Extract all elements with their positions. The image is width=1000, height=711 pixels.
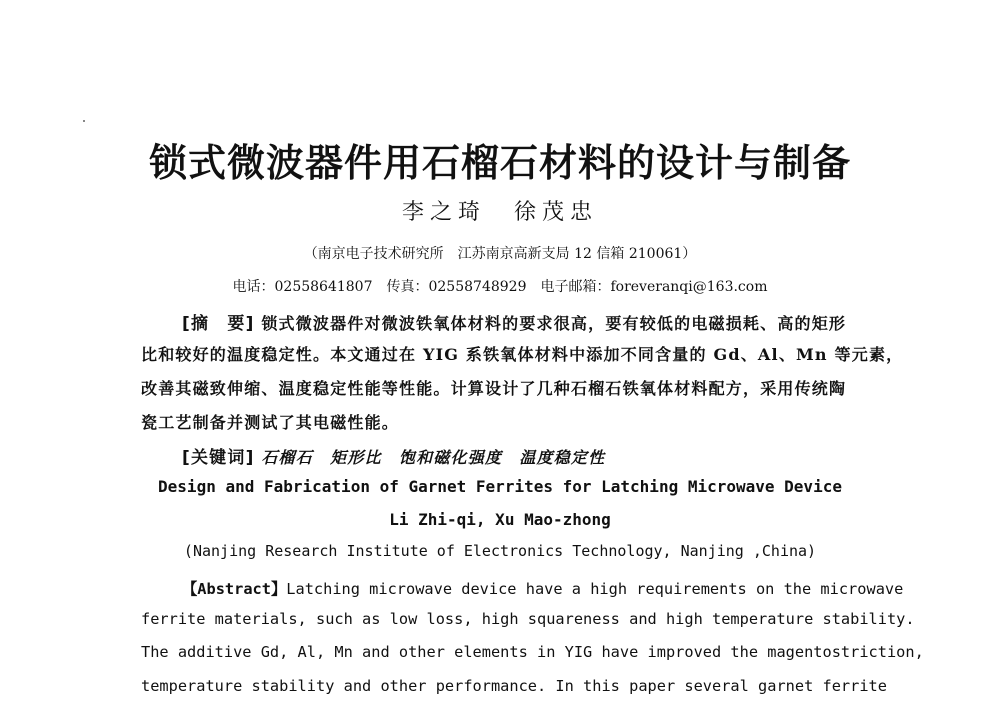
authors-en: Li Zhi-qi, Xu Mao-zhong xyxy=(389,510,611,529)
scan-dot xyxy=(83,120,85,122)
keywords-zh-label: [关键词] xyxy=(182,448,255,468)
paper-title-en: Design and Fabrication of Garnet Ferrites for Latching Microwave Device xyxy=(158,477,842,496)
abstract-zh-label: [摘 要] xyxy=(182,314,255,334)
abstract-zh-line-3: 改善其磁致伸缩、温度稳定性能等性能。计算设计了几种石榴石铁氧体材料配方，采用传统陶 xyxy=(141,379,847,398)
abstract-en-text: Latching microwave device have a high requirements on the microwave xyxy=(286,580,904,598)
affiliation-zh: （南京电子技术研究所 江苏南京高新支局 12 信箱 210061） xyxy=(303,246,697,262)
abstract-zh-line-1 xyxy=(182,309,846,334)
abstract-zh-line-2: 比和较好的温度稳定性。本文通过在 YIG 系铁氧体材料中添加不同含量的 Gd、Al、Mn 等元素， xyxy=(141,345,904,364)
paper-title: 锁式微波器件用石榴石材料的设计与制备 xyxy=(148,141,851,185)
affiliation-en: (Nanjing Research Institute of Electronics Technology, Nanjing ,China) xyxy=(183,542,817,560)
keywords-zh xyxy=(182,443,605,468)
contact-info: 电话：02558641807 传真：02558748929 电子邮箱：foreveranqi@163.com xyxy=(232,279,768,295)
abstract-en-line-2: ferrite materials, such as low loss, high squareness and high temperature stability. xyxy=(141,610,915,628)
abstract-en-line-4: temperature stability and other performance. In this paper several garnet ferrite xyxy=(141,677,887,695)
abstract-en-label: 【Abstract】 xyxy=(182,580,287,598)
keywords-zh-text: 石榴石 矩形比 饱和磁化强度 温度稳定性 xyxy=(261,448,606,467)
abstract-zh-line-4: 瓷工艺制备并测试了其电磁性能。 xyxy=(141,413,400,432)
abstract-zh-text: 锁式微波器件对微波铁氧体材料的要求很高，要有较低的电磁损耗、高的矩形 xyxy=(261,314,847,333)
abstract-en-line-3: The additive Gd, Al, Mn and other elements in YIG have improved the magentostriction, xyxy=(141,643,924,661)
authors-zh: 李之琦 徐茂忠 xyxy=(401,200,598,225)
abstract-en-line-1 xyxy=(182,577,903,599)
